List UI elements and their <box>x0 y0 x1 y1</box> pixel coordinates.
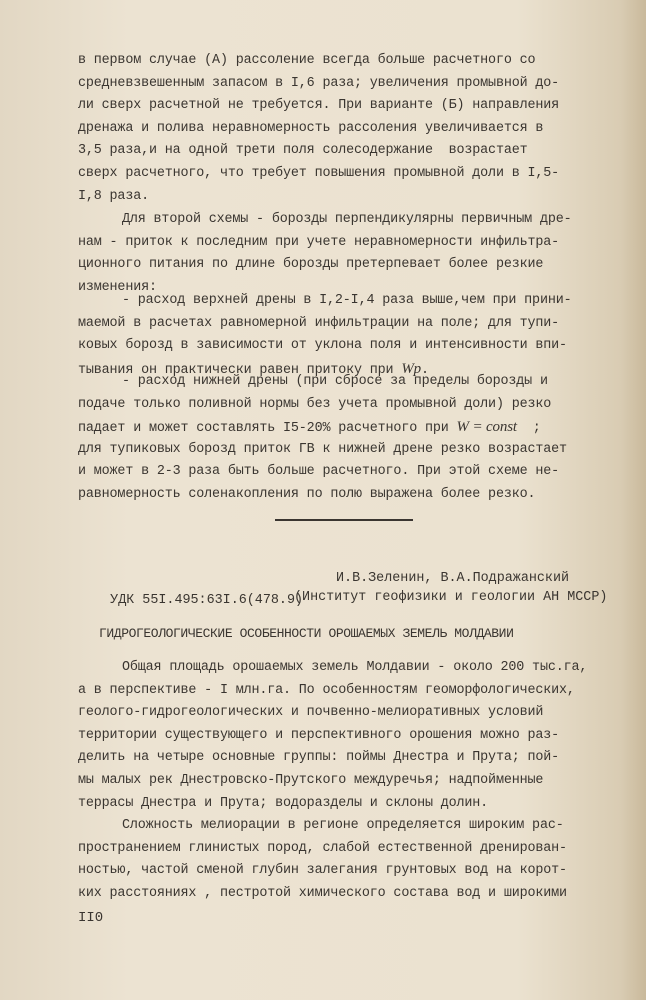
institution: (Институт геофизики и геологии АН МССР) <box>294 590 608 605</box>
authors: И.В.Зеленин, В.А.Подражанский <box>336 571 570 586</box>
text-line: равномерность соленакопления по полю выражена более резко. <box>78 486 536 502</box>
paragraph-5 <box>78 657 618 815</box>
paragraph-2 <box>78 209 618 299</box>
line-end: . <box>421 362 429 378</box>
formula-w-const: W = const <box>456 419 517 436</box>
text-line: а в перспективе - I млн.га. По особенностям геоморфологических, <box>78 682 575 698</box>
udk-row <box>78 568 638 656</box>
text-line <box>78 416 618 439</box>
text-line: террасы Днестра и Прута; водоразделы и склоны долин. <box>78 795 489 811</box>
paragraph-3 <box>78 290 618 380</box>
text-line: ких расстояниях , пестротой химического состава вод и широкими <box>78 885 567 901</box>
text-line: Общая площадь орошаемых земель Молдавии - около 200 тыс.га, <box>122 660 588 675</box>
text-line: маемой в расчетах равномерной инфильтрации на поле; для тупи- <box>78 315 560 331</box>
udk-code: УДК 55I.495:63I.6(478.9) <box>110 593 304 608</box>
text-line: ционного питания по длине борозды претерпевает более резкие <box>78 257 544 273</box>
text-line: изменения: <box>78 279 157 295</box>
line-text: падает и может составлять I5-20% расчетного при <box>78 421 457 437</box>
text-line: геолого-гидрогеологических и почвенно-мелиоративных условий <box>78 705 544 721</box>
text-line: и может в 2-3 раза быть больше расчетного. При этой схеме не- <box>78 464 560 480</box>
text-line: дренажа и полива неравномерность рассоления увеличивается в <box>78 120 544 136</box>
text-line: в первом случае (А) рассоление всегда больше расчетного со <box>78 53 536 68</box>
text-line: Для второй схемы - борозды перпендикулярны первичным дре- <box>122 212 572 227</box>
text-line: нам - приток к последним при учете неравномерности инфильтра- <box>78 234 560 250</box>
formula-wp: Wp <box>401 360 422 377</box>
text-line: ковых борозд в зависимости от уклона поля и интенсивности впи- <box>78 338 567 354</box>
text-line: ли сверх расчетной не требуется. При варианте (Б) направления <box>78 98 560 114</box>
text-line: 3,5 раза,и на одной трети поля солесодержание возрастает <box>78 143 528 159</box>
text-line: средневзвешенным запасом в I,6 раза; увеличения промывной до- <box>78 75 560 91</box>
section-divider <box>275 519 413 521</box>
paragraph-6 <box>78 815 618 905</box>
text-line: Сложность мелиорации в регионе определяется широким рас- <box>122 818 564 833</box>
article-title: ГИДРОГЕОЛОГИЧЕСКИЕ ОСОБЕННОСТИ ОРОШАЕМЫХ ЗЕМЕЛЬ МОЛДАВИИ <box>99 626 514 641</box>
paragraph-1 <box>78 50 618 208</box>
text-line: ностью, частой сменой глубин залегания грунтовых вод на корот- <box>78 863 567 879</box>
text-line: для тупиковых борозд приток ГВ к нижней дрене резко возрастает <box>78 441 567 457</box>
text-line: сверх расчетного, что требует повышения промывной доли в I,5- <box>78 165 560 181</box>
text-line: территории существующего и перспективного орошения можно раз- <box>78 727 560 743</box>
page-number: II0 <box>78 910 104 926</box>
text-line: пространением глинистых пород, слабой естественной дренирован- <box>78 840 567 856</box>
text-line: делить на четыре основные группы: поймы Днестра и Прута; пой- <box>78 750 560 766</box>
text-line: - расход верхней дрены в I,2-I,4 раза выше,чем при прини- <box>122 293 572 308</box>
text-line: подаче только поливной нормы без учета промывной доли) резко <box>78 396 552 412</box>
text-line: - расход нижней дрены (при сбросе за пределы борозды и <box>122 374 548 389</box>
paragraph-4 <box>78 371 618 507</box>
text-line: I,8 раза. <box>78 188 149 204</box>
text-line: мы малых рек Днестровско-Прутского междуречья; надпойменные <box>78 772 544 788</box>
line-text: тывания он практически равен притоку при <box>78 362 402 378</box>
line-end: ; <box>516 421 541 437</box>
